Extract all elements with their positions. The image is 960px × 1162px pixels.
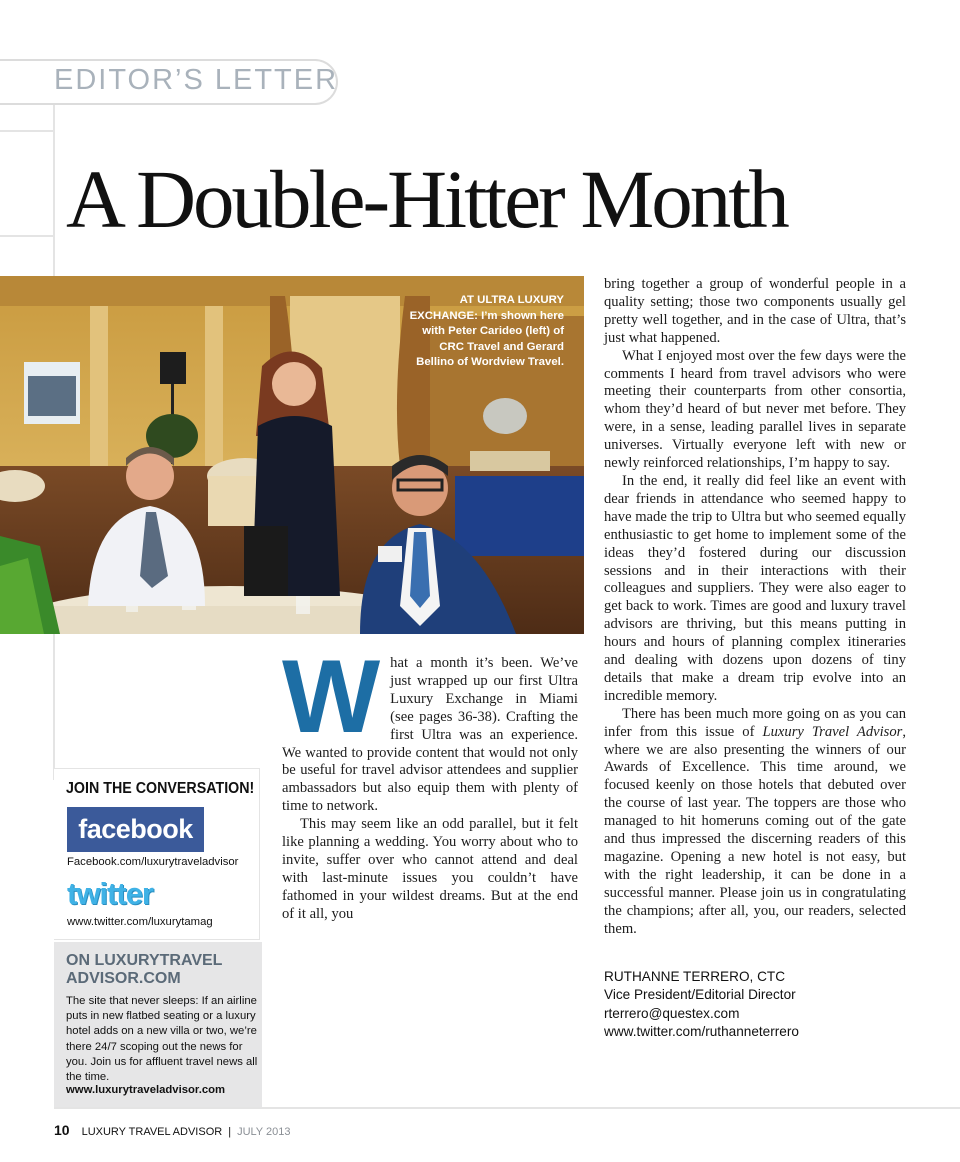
author-email[interactable]: rterrero@questex.com [604,1005,740,1021]
website-link[interactable]: www.luxurytraveladvisor.com [66,1084,226,1096]
article-column-left [282,639,578,924]
article-paragraph: This may seem like an odd parallel, but it felt like planning a wedding. You worry about who to invite, suffer over who cannot attend and deal with last-minute issues you couldn’t have fathomed in your wildest dreams. But at the end of it all, you [282,816,578,922]
margin-tick-top [0,130,55,132]
facebook-logo[interactable]: facebook [67,807,204,852]
facebook-link[interactable]: Facebook.com/luxurytraveladvisor [67,856,239,868]
page-footer [54,1122,290,1138]
website-box-text: The site that never sleeps: If an airline puts in new flatbed seating or a luxury hotel adds on a new villa or two, we’re there 24/7 scoping out the news for you. Join us for affluent travel news all the time. [66,995,258,1084]
page-number: 10 [54,1122,70,1138]
article-paragraph [604,706,906,939]
author-name: RUTHANNE TERRERO, CTC [604,969,786,984]
page-title: A Double-Hitter Month [66,153,787,245]
publication-name: Luxury Travel Advisor [762,723,903,740]
photo-caption: AT ULTRA LUXURY EXCHANGE: I’m shown here with Peter Carideo (left) of CRC Travel and Gerard Bellino of Wordview Travel. [409,294,564,369]
article-column-right [604,276,906,939]
article-paragraph: In the end, it really did feel like an event with dear friends in attendance who seemed happy to have made the trip to Ultra but who seemed equally enthusiastic to get home to implement some of the ideas they’d fostered during our discussion sessions and in their interactions with their colleagues and suppliers. They were also eager to get back to work. Times are good and luxury travel advisors are thriving, but this means putting in hours and hours of planning complex itineraries and dealing with dozens upon dozens of tiny details that make a dream trip evolve into an incredible memory. [604,472,906,704]
article-paragraph: hat a month it’s been. We’ve just wrapped up our first Ultra Luxury Exchange in Miami (see pages 36-38). Crafting the first Ultra was an experience. We wanted to provide content that would not only be useful for travel advisor attendees and supplier ambassadors but also equip them with plenty of time to network. [282,655,578,815]
author-twitter[interactable]: www.twitter.com/ruthanneterrero [604,1023,799,1039]
social-box-title: JOIN THE CONVERSATION! [66,780,255,797]
twitter-link[interactable]: www.twitter.com/luxurytamag [67,916,213,928]
drop-cap: W [282,639,381,755]
margin-tick-mid [0,235,55,237]
footer-publication: LUXURY TRAVEL ADVISOR [81,1126,223,1138]
section-label: EDITOR’S LETTER [54,64,339,96]
paragraph-text: There has been much more going on as you can infer from this issue of [604,705,906,740]
author-signature [604,968,799,1041]
paragraph-text: , where we are also presenting the winners of our Awards of Excellence. This time around, we focused keenly on those hotels that debuted over the course of last year. The toppers are those who managed to hit homeruns coming out of the gate and thus impressed the discerning readers of this magazine. Opening a new hotel is not easy, but with the right leadership, it can be done in a successful manner. Please join us in congratulating the champions; after all, you, our readers, selected them. [604,723,906,937]
article-paragraph: What I enjoyed most over the few days were the comments I heard from travel advisors who were meeting their counterparts from other consortia, whom they’d heard of but never met before. They were, in a sense, leading parallel lives in separate universes. Virtually everyone left with new or newly reinforced relationships, I’m happy to say. [604,347,906,472]
footer-separator: | [228,1126,232,1138]
footer-date: JULY 2013 [237,1126,291,1138]
twitter-logo[interactable]: twitter [67,876,153,911]
author-title: Vice President/Editorial Director [604,987,796,1003]
website-box-title: ON LUXURYTRAVEL ADVISOR.COM [66,952,223,987]
footer-rule [54,1107,960,1109]
article-paragraph: bring together a group of wonderful people in a quality setting; those two components usually gel pretty well together, and in the case of Ultra, that’s just what happened. [604,276,906,346]
